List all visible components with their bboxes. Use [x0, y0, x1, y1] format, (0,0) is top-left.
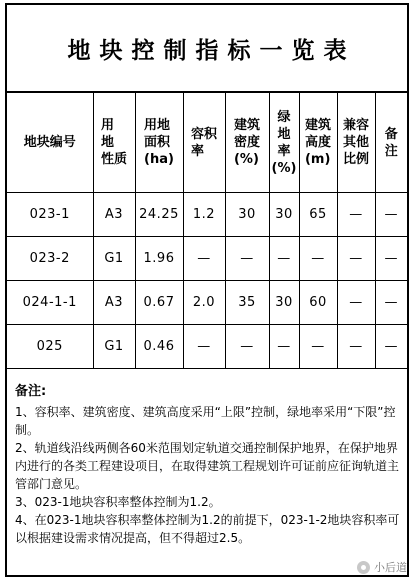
cell-compatible-ratio: —	[337, 237, 375, 281]
cell-compatible-ratio: —	[337, 193, 375, 237]
cell-compatible-ratio: —	[337, 281, 375, 325]
watermark-text: 小后道	[374, 561, 407, 574]
wechat-logo-icon	[357, 561, 370, 574]
cell-compatible-ratio: —	[337, 325, 375, 369]
header-land-use: 用 地 性质	[93, 92, 135, 193]
cell-building-density: 30	[225, 193, 269, 237]
cell-plot-id: 024-1-1	[7, 281, 93, 325]
cell-plot-id: 025	[7, 325, 93, 369]
cell-land-area: 0.67	[135, 281, 183, 325]
header-compatible-ratio: 兼容 其他 比例	[337, 92, 375, 193]
note-item: 3、023-1地块容积率整体控制为1.2。	[15, 495, 221, 509]
cell-plot-id: 023-2	[7, 237, 93, 281]
cell-land-use: A3	[93, 281, 135, 325]
cell-land-area: 0.46	[135, 325, 183, 369]
cell-green-ratio: —	[269, 325, 299, 369]
watermark	[357, 559, 407, 575]
header-building-height: 建筑 高度 (m)	[299, 92, 337, 193]
table-row	[7, 193, 407, 237]
cell-building-height: 60	[299, 281, 337, 325]
cell-remarks: —	[375, 193, 407, 237]
table-row	[7, 325, 407, 369]
cell-land-area: 24.25	[135, 193, 183, 237]
notes-heading: 备注:	[15, 384, 47, 399]
cell-green-ratio: 30	[269, 281, 299, 325]
cell-building-height: —	[299, 325, 337, 369]
header-remarks: 备 注	[375, 92, 407, 193]
cell-building-height: —	[299, 237, 337, 281]
header-land-area: 用地 面积 (ha)	[135, 92, 183, 193]
cell-building-density: 35	[225, 281, 269, 325]
cell-remarks: —	[375, 281, 407, 325]
table-row	[7, 237, 407, 281]
notes-section	[15, 383, 405, 547]
cell-plot-ratio: 2.0	[183, 281, 225, 325]
control-index-table	[7, 91, 407, 369]
table-row	[7, 281, 407, 325]
header-building-density: 建筑 密度 (%)	[225, 92, 269, 193]
cell-remarks: —	[375, 237, 407, 281]
note-item: 4、在023-1地块容积率整体控制为1.2的前提下，023-1-2地块容积率可以根据建设需求情况提高，但不得超过2.5。	[15, 513, 400, 545]
cell-green-ratio: —	[269, 237, 299, 281]
table-frame	[5, 3, 409, 577]
note-item: 1、容积率、建筑密度、建筑高度采用“上限”控制，绿地率采用“下限”控制。	[15, 405, 396, 437]
cell-plot-ratio: —	[183, 325, 225, 369]
cell-remarks: —	[375, 325, 407, 369]
header-plot-ratio: 容积 率	[183, 92, 225, 193]
table-header-row	[7, 92, 407, 193]
header-green-ratio: 绿 地 率 (%)	[269, 92, 299, 193]
cell-land-use: G1	[93, 237, 135, 281]
cell-land-use: G1	[93, 325, 135, 369]
header-plot-id: 地块编号	[7, 92, 93, 193]
cell-land-use: A3	[93, 193, 135, 237]
cell-building-density: —	[225, 325, 269, 369]
cell-plot-id: 023-1	[7, 193, 93, 237]
cell-building-density: —	[225, 237, 269, 281]
cell-building-height: 65	[299, 193, 337, 237]
document-title: 地块控制指标一览表	[67, 37, 356, 64]
cell-plot-ratio: —	[183, 237, 225, 281]
cell-plot-ratio: 1.2	[183, 193, 225, 237]
cell-green-ratio: 30	[269, 193, 299, 237]
cell-land-area: 1.96	[135, 237, 183, 281]
note-item: 2、轨道线沿线两侧各60米范围划定轨道交通控制保护地界，在保护地界内进行的各类工程建设项目，在取得建筑工程规划许可证前应征询轨道主管部门意见。	[15, 441, 400, 491]
